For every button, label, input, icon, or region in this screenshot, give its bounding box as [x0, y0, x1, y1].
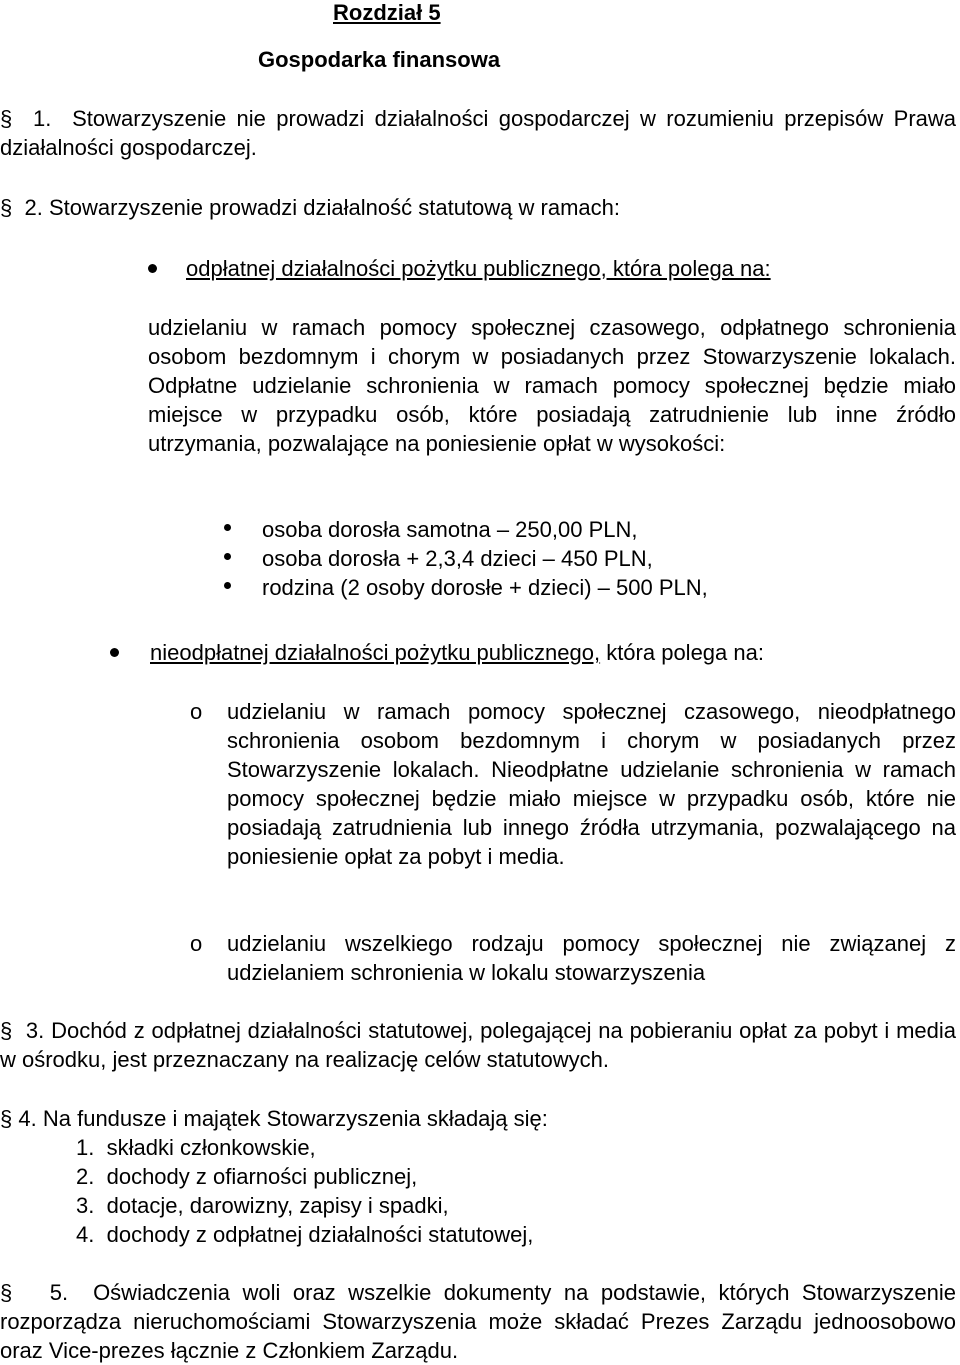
section-2-intro	[0, 193, 620, 222]
section-3-text: Dochód z odpłatnej działalności statutowej, polegającej na pobieraniu opłat za pobyt i media w ośrodku, jest przeznaczany na realizację celów statutowych.	[0, 1018, 956, 1072]
list-item-number: 4.	[76, 1222, 95, 1247]
section-2-intro-text: Stowarzyszenie prowadzi działalność statutową w ramach:	[48, 195, 621, 220]
list-item-text: dotacje, darowizny, zapisy i spadki,	[106, 1193, 449, 1218]
list-item-text: składki członkowskie,	[106, 1135, 316, 1160]
chapter-title: Rozdział 5	[333, 0, 441, 25]
list-item	[76, 1133, 316, 1162]
chapter-subtitle: Gospodarka finansowa	[258, 47, 501, 72]
section-symbol: §	[0, 106, 13, 131]
list-item-number: 3.	[76, 1193, 95, 1218]
section-5-text: Oświadczenia woli oraz wszelkie dokumenty na podstawie, których Stowarzyszenie rozporządza nieruchomościami Stowarzyszenia może składać Prezes Zarządu jednoosobowo oraz Vice-prezes łącznie z Członkiem Zarządu.	[0, 1280, 956, 1363]
section-4-intro-text: Na fundusze i majątek Stowarzyszenia składają się:	[42, 1106, 548, 1131]
section-4-intro	[0, 1104, 548, 1133]
section-3	[0, 1016, 956, 1074]
bullet-icon	[110, 648, 119, 657]
section-number: 5.	[49, 1280, 69, 1305]
free-item-condition: Nieodpłatne udzielanie schronienia w ramach pomocy społecznej będzie miało miejsce w przypadku osób, które nie posiadają zatrudnienia lub innego źródła utrzymania, pozwalającego na poniesienie opłat za pobyt i media.	[227, 757, 956, 869]
free-activity-item	[227, 929, 956, 987]
bullet-icon	[224, 524, 231, 531]
section-5	[0, 1278, 956, 1365]
list-item-text: dochody z ofiarności publicznej,	[106, 1164, 418, 1189]
free-activity-heading	[150, 638, 764, 667]
free-item-description: udzielaniu wszelkiego rodzaju pomocy społecznej nie związanej z udzielaniem schronienia w lokalu stowarzyszenia	[227, 931, 956, 985]
fee-item: osoba dorosła + 2,3,4 dzieci – 450 PLN,	[262, 546, 653, 571]
fee-item: osoba dorosła samotna – 250,00 PLN,	[262, 517, 638, 542]
paid-activity-description: udzielaniu w ramach pomocy społecznej czasowego, odpłatnego schronienia osobom bezdomnym i chorym w posiadanych przez Stowarzyszenie lokalach.	[148, 315, 956, 369]
sub-bullet-marker: o	[190, 931, 203, 956]
free-activity-heading-rest: która polega na:	[600, 640, 764, 665]
section-number: 2.	[24, 195, 43, 220]
free-item-description: udzielaniu w ramach pomocy społecznej czasowego, nieodpłatnego schronienia osobom bezdomnym i chorym w posiadanych przez Stowarzyszenie lokalach.	[227, 699, 956, 782]
section-number: 4.	[18, 1106, 37, 1131]
section-1-text: Stowarzyszenie nie prowadzi działalności gospodarczej w rozumieniu przepisów Prawa działalności gospodarczej.	[0, 106, 956, 160]
list-item-text: dochody z odpłatnej działalności statutowej,	[106, 1222, 534, 1247]
sub-bullet-marker: o	[190, 699, 203, 724]
section-number: 3.	[25, 1018, 45, 1043]
list-item	[76, 1191, 449, 1220]
paid-activity-body	[148, 313, 956, 458]
bullet-icon	[224, 582, 231, 589]
section-symbol: §	[0, 1106, 13, 1131]
list-item	[76, 1162, 417, 1191]
list-item-number: 1.	[76, 1135, 95, 1160]
list-item-number: 2.	[76, 1164, 95, 1189]
section-1	[0, 104, 956, 162]
free-activity-heading-underlined: nieodpłatnej działalności pożytku publicznego,	[150, 640, 601, 665]
section-symbol: §	[0, 195, 13, 220]
paid-activity-heading: odpłatnej działalności pożytku publicznego, która polega na:	[186, 256, 771, 281]
free-activity-item	[227, 697, 956, 871]
section-number: 1.	[33, 106, 52, 131]
section-symbol: §	[0, 1280, 13, 1305]
list-item	[76, 1220, 533, 1249]
bullet-icon	[224, 553, 231, 560]
paid-activity-condition: Odpłatne udzielanie schronienia w ramach pomocy społecznej będzie miało miejsce w przypadku osób, które posiadają zatrudnienie lub inne źródło utrzymania, pozwalające na poniesienie opłat w wysokości:	[148, 373, 956, 456]
fee-item: rodzina (2 osoby dorosłe + dzieci) – 500 PLN,	[262, 575, 708, 600]
bullet-icon	[148, 264, 157, 273]
section-symbol: §	[0, 1018, 13, 1043]
